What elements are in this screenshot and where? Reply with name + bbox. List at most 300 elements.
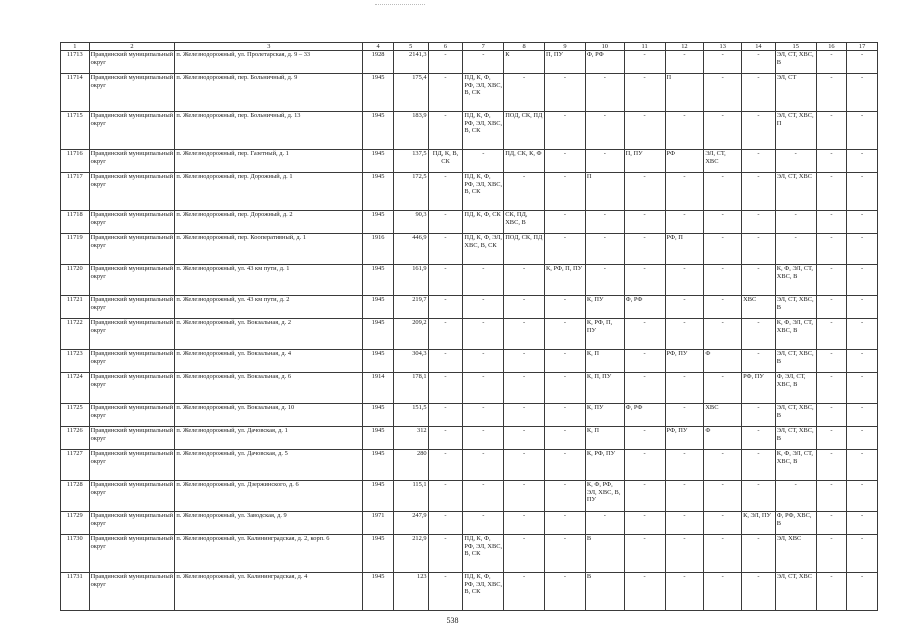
col8-cell: -: [504, 265, 545, 296]
col8-cell: -: [504, 350, 545, 373]
col17-cell: -: [847, 573, 878, 611]
col15-cell: К, Ф, ЭЛ, СТ, ХВС, В: [775, 450, 816, 481]
col6-cell: ПД, К, В, СК: [428, 150, 463, 173]
col16-cell: -: [816, 450, 847, 481]
table-row: [61, 265, 878, 296]
table-row: [61, 404, 878, 427]
col8-cell: -: [504, 512, 545, 535]
col7-cell: -: [463, 296, 504, 319]
column-number-16: 16: [816, 43, 847, 51]
col10-cell: -: [585, 265, 624, 296]
col16-cell: -: [816, 481, 847, 512]
col16-cell: -: [816, 150, 847, 173]
col6-cell: -: [428, 512, 463, 535]
col15-cell: ЭЛ, СТ, ХВС, В: [775, 296, 816, 319]
area-cell: 247,9: [393, 512, 428, 535]
col10-cell: К, П: [585, 427, 624, 450]
column-number-15: 15: [775, 43, 816, 51]
col12-cell: -: [665, 112, 704, 150]
col12-cell: -: [665, 373, 704, 404]
col8-cell: СК, ПД, ХВС, В: [504, 211, 545, 234]
address-cell: п. Железнодорожный, пер. Больничный, д. 13: [175, 112, 363, 150]
col6-cell: -: [428, 173, 463, 211]
year-built-cell: 1945: [363, 211, 394, 234]
col11-cell: -: [624, 112, 665, 150]
year-built-cell: 1945: [363, 573, 394, 611]
year-built-cell: 1945: [363, 150, 394, 173]
col17-cell: -: [847, 234, 878, 265]
area-cell: 90,3: [393, 211, 428, 234]
col11-cell: -: [624, 211, 665, 234]
col15-cell: ЭЛ, СТ, ХВС, В: [775, 404, 816, 427]
col7-cell: -: [463, 350, 504, 373]
col10-cell: -: [585, 512, 624, 535]
col10-cell: К, ПУ: [585, 404, 624, 427]
col11-cell: -: [624, 573, 665, 611]
col12-cell: -: [665, 512, 704, 535]
municipality-cell: Правдинский муниципальный округ: [89, 234, 175, 265]
col6-cell: -: [428, 265, 463, 296]
table-row: [61, 234, 878, 265]
year-built-cell: 1928: [363, 51, 394, 74]
column-number-10: 10: [585, 43, 624, 51]
col9-cell: -: [545, 427, 586, 450]
address-cell: п. Железнодорожный, ул. Дачовская, д. 5: [175, 450, 363, 481]
col15-cell: Ф, РФ, ХВС, В: [775, 512, 816, 535]
col8-cell: -: [504, 296, 545, 319]
col7-cell: -: [463, 51, 504, 74]
col12-cell: РФ, ПУ: [665, 350, 704, 373]
col7-cell: -: [463, 427, 504, 450]
col12-cell: -: [665, 296, 704, 319]
col6-cell: -: [428, 296, 463, 319]
column-number-5: 5: [393, 43, 428, 51]
record-id-cell: 11726: [61, 427, 90, 450]
table-row: [61, 51, 878, 74]
record-id-cell: 11727: [61, 450, 90, 481]
col7-cell: ПД, К, Ф, РФ, ЭЛ, ХВС, В, СК: [463, 112, 504, 150]
col15-cell: ЭЛ, СТ, ХВС: [775, 173, 816, 211]
col15-cell: ЭЛ, ХВС: [775, 535, 816, 573]
col6-cell: -: [428, 112, 463, 150]
col11-cell: -: [624, 427, 665, 450]
column-number-2: 2: [89, 43, 175, 51]
table-row: [61, 427, 878, 450]
address-cell: п. Железнодорожный, ул. Дзержинского, д. 6: [175, 481, 363, 512]
col12-cell: -: [665, 481, 704, 512]
col16-cell: -: [816, 404, 847, 427]
col14-cell: -: [742, 573, 776, 611]
col9-cell: -: [545, 512, 586, 535]
col16-cell: -: [816, 427, 847, 450]
record-id-cell: 11720: [61, 265, 90, 296]
col17-cell: -: [847, 51, 878, 74]
col17-cell: -: [847, 481, 878, 512]
record-id-cell: 11731: [61, 573, 90, 611]
area-cell: 115,1: [393, 481, 428, 512]
record-id-cell: 11718: [61, 211, 90, 234]
col6-cell: -: [428, 573, 463, 611]
column-number-14: 14: [742, 43, 776, 51]
column-number-6: 6: [428, 43, 463, 51]
col10-cell: К, Ф, РФ, ЭЛ, ХВС, В, ПУ: [585, 481, 624, 512]
col14-cell: -: [742, 74, 776, 112]
municipality-cell: Правдинский муниципальный округ: [89, 150, 175, 173]
col9-cell: -: [545, 404, 586, 427]
col17-cell: -: [847, 150, 878, 173]
col7-cell: -: [463, 265, 504, 296]
col9-cell: -: [545, 481, 586, 512]
col6-cell: -: [428, 51, 463, 74]
col10-cell: К, РФ, П, ПУ: [585, 319, 624, 350]
area-cell: 137,5: [393, 150, 428, 173]
record-id-cell: 11723: [61, 350, 90, 373]
table-row: [61, 150, 878, 173]
col12-cell: П: [665, 74, 704, 112]
area-cell: 312: [393, 427, 428, 450]
municipality-cell: Правдинский муниципальный округ: [89, 51, 175, 74]
col9-cell: П, ПУ: [545, 51, 586, 74]
area-cell: 161,9: [393, 265, 428, 296]
col10-cell: В: [585, 573, 624, 611]
col10-cell: -: [585, 74, 624, 112]
col17-cell: -: [847, 404, 878, 427]
col14-cell: -: [742, 51, 776, 74]
municipality-cell: Правдинский муниципальный округ: [89, 535, 175, 573]
col13-cell: -: [704, 112, 742, 150]
table-row: [61, 535, 878, 573]
col14-cell: -: [742, 404, 776, 427]
page-number: 538: [446, 616, 459, 625]
col6-cell: -: [428, 373, 463, 404]
year-built-cell: 1945: [363, 350, 394, 373]
address-cell: п. Железнодорожный, ул. Дачовская, д. 1: [175, 427, 363, 450]
col11-cell: -: [624, 234, 665, 265]
year-built-cell: 1945: [363, 74, 394, 112]
col7-cell: ПД, К, Ф, СК: [463, 211, 504, 234]
col16-cell: -: [816, 173, 847, 211]
col11-cell: -: [624, 350, 665, 373]
col6-cell: -: [428, 74, 463, 112]
col6-cell: -: [428, 427, 463, 450]
column-number-4: 4: [363, 43, 394, 51]
address-cell: п. Железнодорожный, ул. Пролетарская, д. 9 – 33: [175, 51, 363, 74]
table-row: [61, 173, 878, 211]
col6-cell: -: [428, 319, 463, 350]
column-number-12: 12: [665, 43, 704, 51]
col8-cell: -: [504, 74, 545, 112]
col17-cell: -: [847, 74, 878, 112]
col17-cell: -: [847, 319, 878, 350]
col9-cell: -: [545, 296, 586, 319]
municipality-cell: Правдинский муниципальный округ: [89, 450, 175, 481]
table-body: [61, 51, 878, 611]
col15-cell: К, Ф, ЭЛ, СТ, ХВС, В: [775, 319, 816, 350]
address-cell: п. Железнодорожный, пер. Дорожный, д. 2: [175, 211, 363, 234]
col11-cell: -: [624, 373, 665, 404]
col12-cell: -: [665, 173, 704, 211]
col11-cell: П, ПУ: [624, 150, 665, 173]
column-number-9: 9: [545, 43, 586, 51]
year-built-cell: 1945: [363, 265, 394, 296]
housing-register-table: [60, 42, 878, 611]
col9-cell: -: [545, 150, 586, 173]
year-built-cell: 1945: [363, 427, 394, 450]
col14-cell: -: [742, 211, 776, 234]
record-id-cell: 11724: [61, 373, 90, 404]
col15-cell: -: [775, 211, 816, 234]
area-cell: 304,3: [393, 350, 428, 373]
address-cell: п. Железнодорожный, ул. 43 км пути, д. 2: [175, 296, 363, 319]
record-id-cell: 11730: [61, 535, 90, 573]
col16-cell: -: [816, 112, 847, 150]
col13-cell: Ф: [704, 427, 742, 450]
municipality-cell: Правдинский муниципальный округ: [89, 112, 175, 150]
col8-cell: -: [504, 573, 545, 611]
col8-cell: ПД, СК, К, Ф: [504, 150, 545, 173]
col9-cell: -: [545, 535, 586, 573]
col12-cell: -: [665, 573, 704, 611]
col14-cell: -: [742, 350, 776, 373]
municipality-cell: Правдинский муниципальный округ: [89, 512, 175, 535]
table-row: [61, 74, 878, 112]
table-row: [61, 512, 878, 535]
municipality-cell: Правдинский муниципальный округ: [89, 319, 175, 350]
col17-cell: -: [847, 373, 878, 404]
col6-cell: -: [428, 350, 463, 373]
col7-cell: -: [463, 404, 504, 427]
year-built-cell: 1971: [363, 512, 394, 535]
col8-cell: ПОД, СК, ПД: [504, 112, 545, 150]
col9-cell: -: [545, 234, 586, 265]
col17-cell: -: [847, 512, 878, 535]
col16-cell: -: [816, 74, 847, 112]
col11-cell: -: [624, 450, 665, 481]
col14-cell: К, ЭЛ, ПУ: [742, 512, 776, 535]
col13-cell: Ф: [704, 350, 742, 373]
col16-cell: -: [816, 51, 847, 74]
area-cell: 219,7: [393, 296, 428, 319]
area-cell: 2141,3: [393, 51, 428, 74]
record-id-cell: 11722: [61, 319, 90, 350]
col10-cell: -: [585, 112, 624, 150]
area-cell: 178,1: [393, 373, 428, 404]
col11-cell: Ф, РФ: [624, 296, 665, 319]
table-row: [61, 296, 878, 319]
column-number-row: [61, 43, 878, 51]
year-built-cell: 1945: [363, 112, 394, 150]
col13-cell: -: [704, 512, 742, 535]
col13-cell: -: [704, 373, 742, 404]
col8-cell: -: [504, 173, 545, 211]
col13-cell: -: [704, 74, 742, 112]
year-built-cell: 1945: [363, 535, 394, 573]
col13-cell: -: [704, 211, 742, 234]
col8-cell: -: [504, 481, 545, 512]
col9-cell: -: [545, 74, 586, 112]
col13-cell: -: [704, 51, 742, 74]
col9-cell: -: [545, 350, 586, 373]
record-id-cell: 11728: [61, 481, 90, 512]
col16-cell: -: [816, 234, 847, 265]
area-cell: 446,9: [393, 234, 428, 265]
address-cell: п. Железнодорожный, ул. Калининградская, д. 2, корп. 6: [175, 535, 363, 573]
col10-cell: Ф, РФ: [585, 51, 624, 74]
col6-cell: -: [428, 450, 463, 481]
col13-cell: -: [704, 296, 742, 319]
table-row: [61, 211, 878, 234]
col16-cell: -: [816, 319, 847, 350]
col12-cell: -: [665, 450, 704, 481]
document-page: [60, 42, 878, 611]
col6-cell: -: [428, 404, 463, 427]
area-cell: 123: [393, 573, 428, 611]
address-cell: п. Железнодорожный, ул. Вокзальная, д. 2: [175, 319, 363, 350]
col10-cell: -: [585, 150, 624, 173]
col8-cell: -: [504, 535, 545, 573]
col7-cell: -: [463, 450, 504, 481]
col17-cell: -: [847, 450, 878, 481]
col13-cell: ЭЛ, СТ, ХВС: [704, 150, 742, 173]
table-row: [61, 450, 878, 481]
col11-cell: -: [624, 51, 665, 74]
col13-cell: -: [704, 234, 742, 265]
col10-cell: В: [585, 535, 624, 573]
table-row: [61, 481, 878, 512]
table-row: [61, 319, 878, 350]
col8-cell: ПОД, СК, ПД: [504, 234, 545, 265]
col15-cell: -: [775, 150, 816, 173]
address-cell: п. Железнодорожный, пер. Дорожный, д. 1: [175, 173, 363, 211]
col11-cell: -: [624, 74, 665, 112]
col13-cell: -: [704, 265, 742, 296]
col10-cell: -: [585, 211, 624, 234]
col14-cell: -: [742, 112, 776, 150]
col9-cell: -: [545, 373, 586, 404]
col7-cell: -: [463, 319, 504, 350]
col9-cell: -: [545, 211, 586, 234]
col16-cell: -: [816, 373, 847, 404]
col9-cell: -: [545, 573, 586, 611]
col14-cell: -: [742, 234, 776, 265]
record-id-cell: 11721: [61, 296, 90, 319]
record-id-cell: 11714: [61, 74, 90, 112]
col15-cell: -: [775, 234, 816, 265]
col10-cell: -: [585, 234, 624, 265]
record-id-cell: 11719: [61, 234, 90, 265]
col16-cell: -: [816, 296, 847, 319]
col17-cell: -: [847, 427, 878, 450]
col14-cell: ХВС: [742, 296, 776, 319]
col12-cell: -: [665, 319, 704, 350]
col6-cell: -: [428, 234, 463, 265]
col15-cell: К, Ф, ЭЛ, СТ, ХВС, В: [775, 265, 816, 296]
col7-cell: -: [463, 481, 504, 512]
col14-cell: -: [742, 535, 776, 573]
area-cell: 280: [393, 450, 428, 481]
col16-cell: -: [816, 512, 847, 535]
municipality-cell: Правдинский муниципальный округ: [89, 211, 175, 234]
record-id-cell: 11716: [61, 150, 90, 173]
column-number-17: 17: [847, 43, 878, 51]
col8-cell: К: [504, 51, 545, 74]
col15-cell: ЭЛ, СТ: [775, 74, 816, 112]
col17-cell: -: [847, 296, 878, 319]
column-number-11: 11: [624, 43, 665, 51]
address-cell: п. Железнодорожный, ул. Калининградская, д. 4: [175, 573, 363, 611]
year-built-cell: 1916: [363, 234, 394, 265]
col15-cell: -: [775, 481, 816, 512]
col17-cell: -: [847, 173, 878, 211]
area-cell: 183,9: [393, 112, 428, 150]
col10-cell: К, П: [585, 350, 624, 373]
area-cell: 172,5: [393, 173, 428, 211]
year-built-cell: 1945: [363, 450, 394, 481]
col16-cell: -: [816, 211, 847, 234]
table-row: [61, 573, 878, 611]
col15-cell: ЭЛ, СТ, ХВС, В: [775, 51, 816, 74]
column-number-8: 8: [504, 43, 545, 51]
address-cell: п. Железнодорожный, ул. 43 км пути, д. 1: [175, 265, 363, 296]
col11-cell: -: [624, 481, 665, 512]
col8-cell: -: [504, 319, 545, 350]
col7-cell: -: [463, 373, 504, 404]
col15-cell: ЭЛ, СТ, ХВС, В: [775, 427, 816, 450]
col17-cell: -: [847, 265, 878, 296]
municipality-cell: Правдинский муниципальный округ: [89, 481, 175, 512]
col7-cell: ПД, К, Ф, РФ, ЭЛ, ХВС, В, СК: [463, 573, 504, 611]
col11-cell: Ф, РФ: [624, 404, 665, 427]
municipality-cell: Правдинский муниципальный округ: [89, 350, 175, 373]
col15-cell: ЭЛ, СТ, ХВС: [775, 573, 816, 611]
col17-cell: -: [847, 535, 878, 573]
scan-mark: [375, 4, 425, 5]
col14-cell: РФ, ПУ: [742, 373, 776, 404]
col13-cell: -: [704, 450, 742, 481]
col12-cell: РФ, ПУ: [665, 427, 704, 450]
column-number-13: 13: [704, 43, 742, 51]
year-built-cell: 1945: [363, 319, 394, 350]
col9-cell: -: [545, 319, 586, 350]
col10-cell: К, РФ, ПУ: [585, 450, 624, 481]
municipality-cell: Правдинский муниципальный округ: [89, 265, 175, 296]
col17-cell: -: [847, 211, 878, 234]
col16-cell: -: [816, 535, 847, 573]
table-row: [61, 350, 878, 373]
col10-cell: П: [585, 173, 624, 211]
address-cell: п. Железнодорожный, пер. Больничный, д. 9: [175, 74, 363, 112]
area-cell: 175,4: [393, 74, 428, 112]
record-id-cell: 11725: [61, 404, 90, 427]
year-built-cell: 1945: [363, 173, 394, 211]
col8-cell: -: [504, 404, 545, 427]
area-cell: 212,9: [393, 535, 428, 573]
col11-cell: -: [624, 535, 665, 573]
col13-cell: ХВС: [704, 404, 742, 427]
col14-cell: -: [742, 319, 776, 350]
col15-cell: Ф, ЭЛ, СТ, ХВС, В: [775, 373, 816, 404]
col8-cell: -: [504, 427, 545, 450]
col13-cell: -: [704, 573, 742, 611]
address-cell: п. Железнодорожный, ул. Заводская, д. 9: [175, 512, 363, 535]
col8-cell: -: [504, 450, 545, 481]
col10-cell: К, ПУ: [585, 296, 624, 319]
municipality-cell: Правдинский муниципальный округ: [89, 373, 175, 404]
col14-cell: -: [742, 173, 776, 211]
col7-cell: ПД, К, Ф, РФ, ЭЛ, ХВС, В, СК: [463, 173, 504, 211]
municipality-cell: Правдинский муниципальный округ: [89, 573, 175, 611]
col13-cell: -: [704, 319, 742, 350]
